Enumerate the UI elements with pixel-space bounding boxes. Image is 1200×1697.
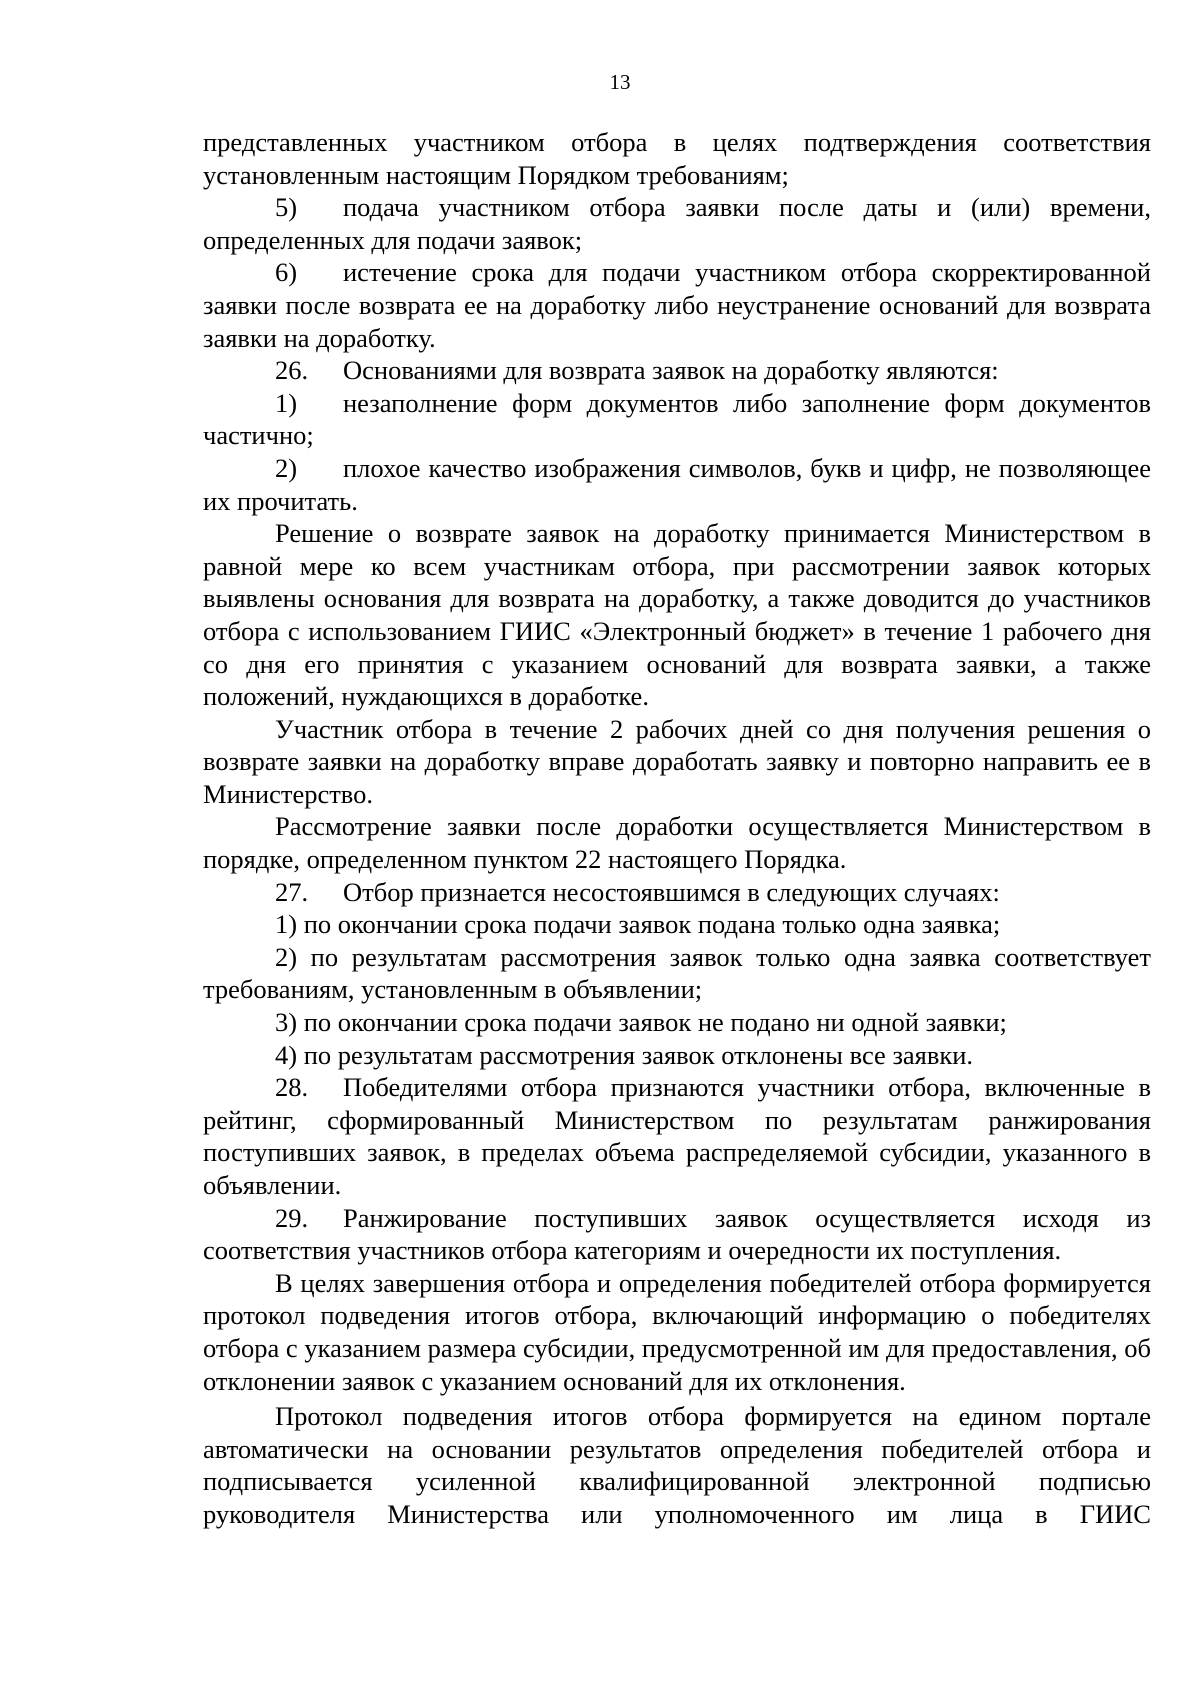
paragraph-protocol-signing bbox=[203, 1400, 1151, 1530]
paragraph-text: Решение о возврате заявок на доработку принимается Министерством в равной мере ко всем участникам отбора, при рассмотрении заявок которых выявлены основания для возврата на доработку, а также доводится до участников отбора с использованием ГИИС «Электронный бюджет» в течение 1 рабочего дня со дня его принятия с указанием оснований для возврата заявки, а также положений, нуждающихся в доработке. bbox=[203, 518, 1151, 712]
paragraph-number: 29. bbox=[275, 1202, 309, 1233]
paragraph-item-5 bbox=[203, 191, 1151, 256]
paragraph-text: Участник отбора в течение 2 рабочих дней со дня получения решения о возврате заявки на доработку вправе доработать заявку и повторно направить ее в Министерство. bbox=[203, 713, 1151, 809]
paragraph-review-after-revision bbox=[203, 810, 1151, 875]
paragraph-26 bbox=[203, 354, 1151, 387]
paragraph-case-3 bbox=[203, 1006, 1151, 1039]
paragraph-text: Победителями отбора признаются участники отбора, включенные в рейтинг, сформированный Министерством по результатам ранжирования поступивших заявок, в пределах объема распределяемой субсидии, указанного в объявлении. bbox=[203, 1072, 1151, 1200]
paragraph-case-4 bbox=[203, 1039, 1151, 1072]
paragraph-text: 2) по результатам рассмотрения заявок только одна заявка соответствует требованиям, установленным в объявлении; bbox=[203, 941, 1151, 1005]
paragraph-29 bbox=[203, 1202, 1151, 1267]
paragraph-text: незаполнение форм документов либо заполнение форм документов частично; bbox=[203, 387, 1151, 451]
paragraph-item-6 bbox=[203, 256, 1151, 354]
paragraph-text: Основаниями для возврата заявок на доработку являются: bbox=[343, 355, 999, 386]
paragraph-text: подача участником отбора заявки после даты и (или) времени, определенных для подачи заявок; bbox=[203, 192, 1151, 255]
paragraph-text: плохое качество изображения символов, букв и цифр, не позволяющее их прочитать. bbox=[203, 452, 1151, 516]
paragraph-27 bbox=[203, 876, 1151, 909]
paragraph-number: 26. bbox=[275, 355, 309, 386]
paragraph-number: 28. bbox=[275, 1072, 309, 1103]
paragraph-text: Отбор признается несостоявшимся в следующих случаях: bbox=[343, 876, 1000, 907]
paragraph-case-1 bbox=[203, 908, 1151, 941]
paragraph-case-2 bbox=[203, 941, 1151, 1006]
page-number: 13 bbox=[609, 70, 631, 94]
paragraph-text: В целях завершения отбора и определения победителей отбора формируется протокол подведения итогов отбора, включающий информацию о победителях отбора с указанием размера субсидии, предусмотренной им для предоставления, об отклонении заявок с указанием оснований для их отклонения. bbox=[203, 1267, 1151, 1396]
paragraph-number: 6) bbox=[275, 257, 298, 288]
paragraph-text: Рассмотрение заявки после доработки осуществляется Министерством в порядке, определенном пунктом 22 настоящего Порядка. bbox=[203, 811, 1151, 875]
paragraph-text: 3) по окончании срока подачи заявок не подано ни одной заявки; bbox=[275, 1007, 1007, 1038]
paragraph-text: 4) по результатам рассмотрения заявок отклонены все заявки. bbox=[275, 1039, 974, 1070]
paragraph-28 bbox=[203, 1071, 1151, 1201]
paragraph-item-1 bbox=[203, 387, 1151, 452]
paragraph-protocol-formation bbox=[203, 1267, 1151, 1397]
paragraph-text: 1) по окончании срока подачи заявок подана только одна заявка; bbox=[275, 909, 1001, 940]
paragraph-participant-revision bbox=[203, 713, 1151, 811]
paragraph-number: 5) bbox=[275, 192, 298, 223]
paragraph-text: Протокол подведения итогов отбора формируется на едином портале автоматически на основании результатов определения победителей отбора и подписывается усиленной квалифицированной электронной подписью руководителя Министерства или уполномоченного им лица в ГИИС bbox=[203, 1401, 1151, 1529]
paragraph-text: истечение срока для подачи участником отбора скорректированной заявки после возврата ее на доработку либо неустранение оснований для возврата заявки на доработку. bbox=[203, 257, 1151, 353]
paragraph-text: представленных участником отбора в целях подтверждения соответствия установленным настоящим Порядком требованиям; bbox=[203, 127, 1151, 190]
paragraph-text: Ранжирование поступивших заявок осуществляется исходя из соответствия участников отбора категориям и очередности их поступления. bbox=[203, 1202, 1151, 1266]
paragraph-number: 2) bbox=[275, 452, 298, 483]
paragraph-return-decision bbox=[203, 517, 1151, 713]
paragraph-item-2 bbox=[203, 452, 1151, 517]
paragraph-continuation bbox=[203, 126, 1151, 191]
document-body bbox=[203, 126, 1151, 1531]
paragraph-number: 1) bbox=[275, 387, 298, 418]
paragraph-number: 27. bbox=[275, 876, 309, 907]
